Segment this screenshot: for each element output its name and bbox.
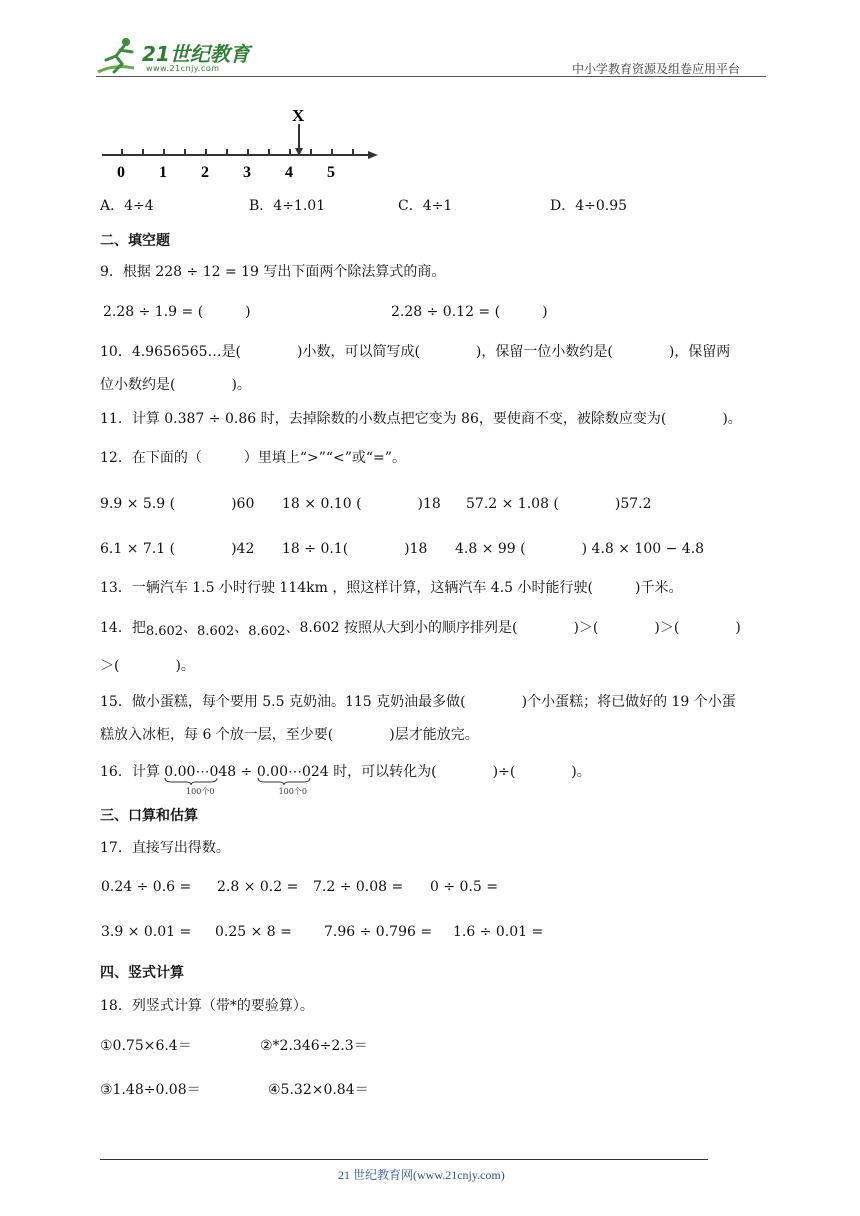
footer-divider [100,1159,708,1160]
q12-text: 12．在下面的（ ）里填上“>”“<”或“=”。 [100,450,406,466]
q9-b: 2.28 ÷ 0.12 = ( ) [391,304,548,320]
q16-n2-wrap [256,762,329,796]
number-line-tick-5: 5 [327,164,335,181]
q17-text: 17．直接写出得数。 [100,840,230,856]
q18-c: ③1.48÷0.08＝ [100,1082,201,1098]
option-c: C．4÷1 [398,198,453,214]
q12-r1-c1: 9.9 × 5.9 ( )60 [100,496,255,512]
q13-text: 13．一辆汽车 1.5 小时行驶 114km ，照这样计算，这辆汽车 4.5 小时能行驶( )千米。 [100,580,683,596]
q16-op: ÷ [240,764,253,780]
q16-n1: 0.00⋯048 [164,764,237,780]
q14-suffix: 、8.602 按照从大到小的顺序排列是( )＞( )＞( ) [285,620,741,636]
q9-a: 2.28 ÷ 1.9 = ( ) [103,304,251,320]
q17-r1-c2: 2.8 × 0.2 = [217,879,299,895]
option-a: A．4÷4 [100,198,154,214]
q16-n2-brace-label: 100个0 [278,787,307,796]
number-line-tick-3: 3 [243,164,251,181]
header-right-text: 中小学教育资源及组卷应用平台 [572,62,741,76]
logo-url: www.21cnjy.com [146,64,220,73]
q16-line [100,762,591,796]
q14-n1: 8.602 [145,624,184,639]
q18-d: ④5.32×0.84＝ [268,1082,369,1098]
section-title-mental-math: 三、口算和估算 [100,808,198,824]
q16-n1-wrap [164,762,237,796]
q14-prefix: 14．把 [100,620,146,636]
number-line-marker: X [292,106,305,125]
q18-text: 18．列竖式计算（带*的要验算）。 [100,998,314,1014]
q17-r2-c4: 1.6 ÷ 0.01 = [453,924,544,940]
number-line-tick-1: 1 [159,164,167,181]
q16-n2: 0.00⋯024 [256,764,329,780]
q12-r2-c3: 4.8 × 99 ( ) 4.8 × 100 − 4.8 [455,541,705,557]
q16-prefix: 16．计算 [100,764,160,780]
section-title-fill-blank: 二、填空题 [100,233,170,249]
number-line-tick-0: 0 [117,164,125,181]
logo-text: 21世纪教育 [142,42,250,66]
q18-a: ①0.75×6.4＝ [100,1038,192,1054]
footer-text[interactable]: 21 世纪教育网(www.21cnjy.com) [338,1168,505,1182]
option-b: B．4÷1.01 [249,198,326,214]
q16-suffix: 时，可以转化为( )÷( )。 [333,764,591,780]
q14-n2: 8.602 [197,624,235,639]
q10-line1: 10．4.9656565…是( )小数，可以简写成( )，保留一位小数约是( )，保留两 [100,344,731,360]
q12-r2-c1: 6.1 × 7.1 ( )42 [100,541,255,557]
section-title-vertical-calc: 四、竖式计算 [100,965,184,981]
logo [94,34,264,78]
q17-r1-c3: 7.2 ÷ 0.08 = [313,879,404,895]
q12-r2-c2: 18 ÷ 0.1( )18 [282,541,428,557]
q15-line1: 15．做小蛋糕，每个要用 5.5 克奶油。115 克奶油最多做( )个小蛋糕；将已做好的 19 个小蛋 [100,694,736,710]
q10-line2: 位小数约是( )。 [100,377,251,393]
q14-line2: ＞( )。 [100,658,195,674]
number-line [96,100,386,182]
option-d: D．4÷0.95 [550,198,628,214]
q17-r2-c3: 7.96 ÷ 0.796 = [324,924,433,940]
q17-r1-c4: 0 ÷ 0.5 = [430,879,498,895]
header-divider [96,76,766,77]
q9-text: 9．根据 228 ÷ 12 = 19 写出下面两个除法算式的商。 [100,264,446,280]
number-line-tick-2: 2 [201,164,209,181]
q12-r1-c3: 57.2 × 1.08 ( )57.2 [466,496,652,512]
number-line-tick-4: 4 [285,164,293,181]
q12-r1-c2: 18 × 0.10 ( )18 [282,496,441,512]
q17-r1-c1: 0.24 ÷ 0.6 = [101,879,192,895]
q17-r2-c2: 0.25 × 8 = [215,924,292,940]
q14-line1: 14．把8.602、8.602、8.602、8.602 按照从大到小的顺序排列是( )＞( )＞( ) [100,620,741,639]
q15-line2: 糕放入冰柜，每 6 个放一层，至少要( )层才能放完。 [100,727,479,743]
q16-n1-brace-label: 100个0 [186,787,215,796]
q11-text: 11．计算 0.387 ÷ 0.86 时，去掉除数的小数点把它变为 86，要使商不变，被除数应变为( )。 [100,411,742,427]
q17-r2-c1: 3.9 × 0.01 = [101,924,192,940]
q14-n3: 8.602 [248,624,286,639]
q18-b: ②*2.346÷2.3＝ [260,1038,368,1054]
